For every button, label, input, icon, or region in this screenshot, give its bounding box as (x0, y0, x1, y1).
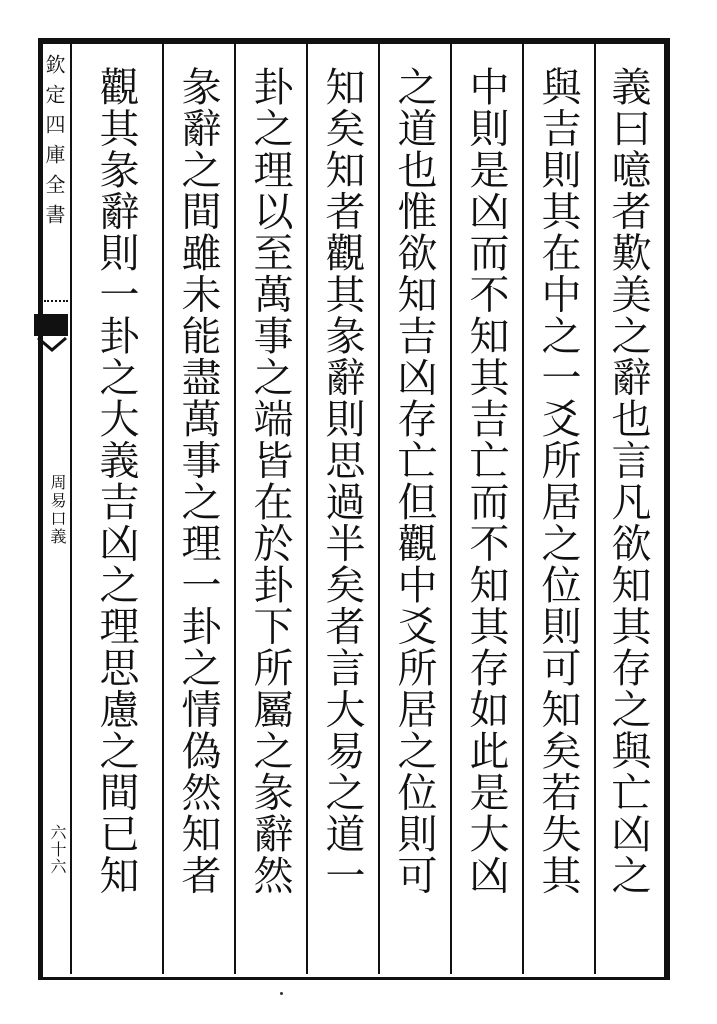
column-text: 彖辭之間雖未能盡萬事之理一卦之情偽然知者 (175, 66, 221, 896)
text-column-8 (70, 44, 162, 974)
text-column-2 (522, 44, 594, 974)
text-column-7 (162, 44, 234, 974)
column-text: 與吉則其在中之一爻所居之位則可知矣若失其 (535, 66, 581, 896)
fish-tail-mark-icon (34, 306, 70, 366)
margin-title: 欽定四庫全書 (42, 54, 66, 234)
margin-page-number: 六十六 (48, 824, 67, 875)
column-text: 之道也惟欲知吉凶存亡但觀中爻所居之位則可 (391, 66, 437, 896)
column-text: 中則是凶而不知其吉亡而不知其存如此是大凶 (463, 66, 509, 896)
margin-book-title: 周易口義 (48, 474, 67, 546)
text-column-4 (378, 44, 450, 974)
speck (280, 992, 283, 995)
text-column-1 (594, 44, 664, 974)
margin-strip (43, 44, 69, 977)
text-column-3 (450, 44, 522, 974)
column-text: 義曰噫者歎美之辭也言凡欲知其存之與亡凶之 (605, 66, 651, 896)
margin-divider (44, 300, 68, 304)
text-column-6 (234, 44, 306, 974)
text-column-5 (306, 44, 378, 974)
column-text: 觀其彖辭則一卦之大義吉凶之理思慮之間已知 (93, 66, 139, 896)
column-text: 卦之理以至萬事之端皆在於卦下所屬之彖辭然 (247, 66, 293, 896)
column-text: 知矣知者觀其彖辭則思過半矣者言大易之道一 (319, 66, 365, 896)
